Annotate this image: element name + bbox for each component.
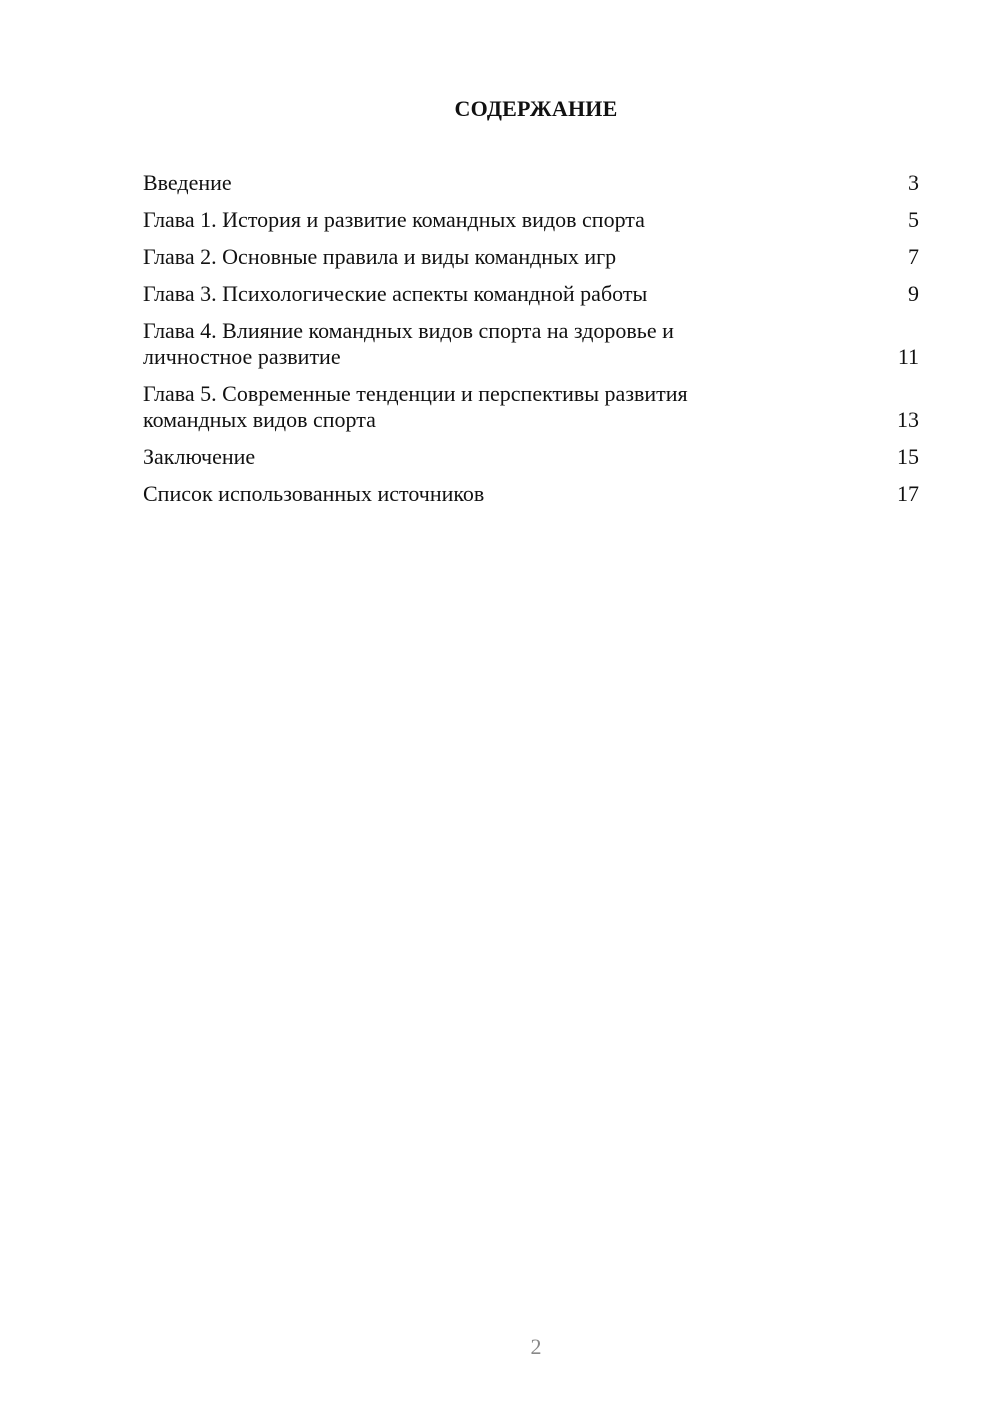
toc-entry-page: 17	[897, 481, 919, 506]
toc-entry-title: Глава 3. Психологические аспекты командной работы	[143, 281, 648, 306]
toc-entry-page: 9	[908, 281, 919, 306]
toc-entry-references	[143, 481, 919, 507]
toc-list	[143, 170, 919, 518]
toc-entry-chapter-5	[143, 381, 919, 433]
toc-entry-title: Глава 5. Современные тенденции и перспективы развития командных видов спорта	[143, 381, 688, 432]
toc-entry-title: Заключение	[143, 444, 256, 469]
toc-entry-introduction	[143, 170, 919, 196]
toc-title: СОДЕРЖАНИЕ	[454, 96, 618, 121]
toc-entry-chapter-3	[143, 281, 919, 307]
toc-entry-title: Глава 1. История и развитие командных видов спорта	[143, 207, 645, 232]
toc-entry-title: Глава 4. Влияние командных видов спорта на здоровье и личностное развитие	[143, 318, 674, 369]
toc-entry-conclusion	[143, 444, 919, 470]
toc-entry-title: Список использованных источников	[143, 481, 485, 506]
toc-entry-chapter-4	[143, 318, 919, 370]
toc-entry-page: 3	[908, 170, 919, 195]
toc-entry-page: 7	[908, 244, 919, 269]
page-number: 2	[530, 1334, 542, 1359]
toc-entry-page: 13	[897, 407, 919, 432]
toc-entry-page: 15	[897, 444, 919, 469]
toc-entry-chapter-2	[143, 244, 919, 270]
toc-entry-title: Глава 2. Основные правила и виды командных игр	[143, 244, 617, 269]
toc-entry-page: 5	[908, 207, 919, 232]
toc-entry-title: Введение	[143, 170, 232, 195]
toc-entry-page: 11	[897, 344, 919, 369]
toc-entry-chapter-1	[143, 207, 919, 233]
